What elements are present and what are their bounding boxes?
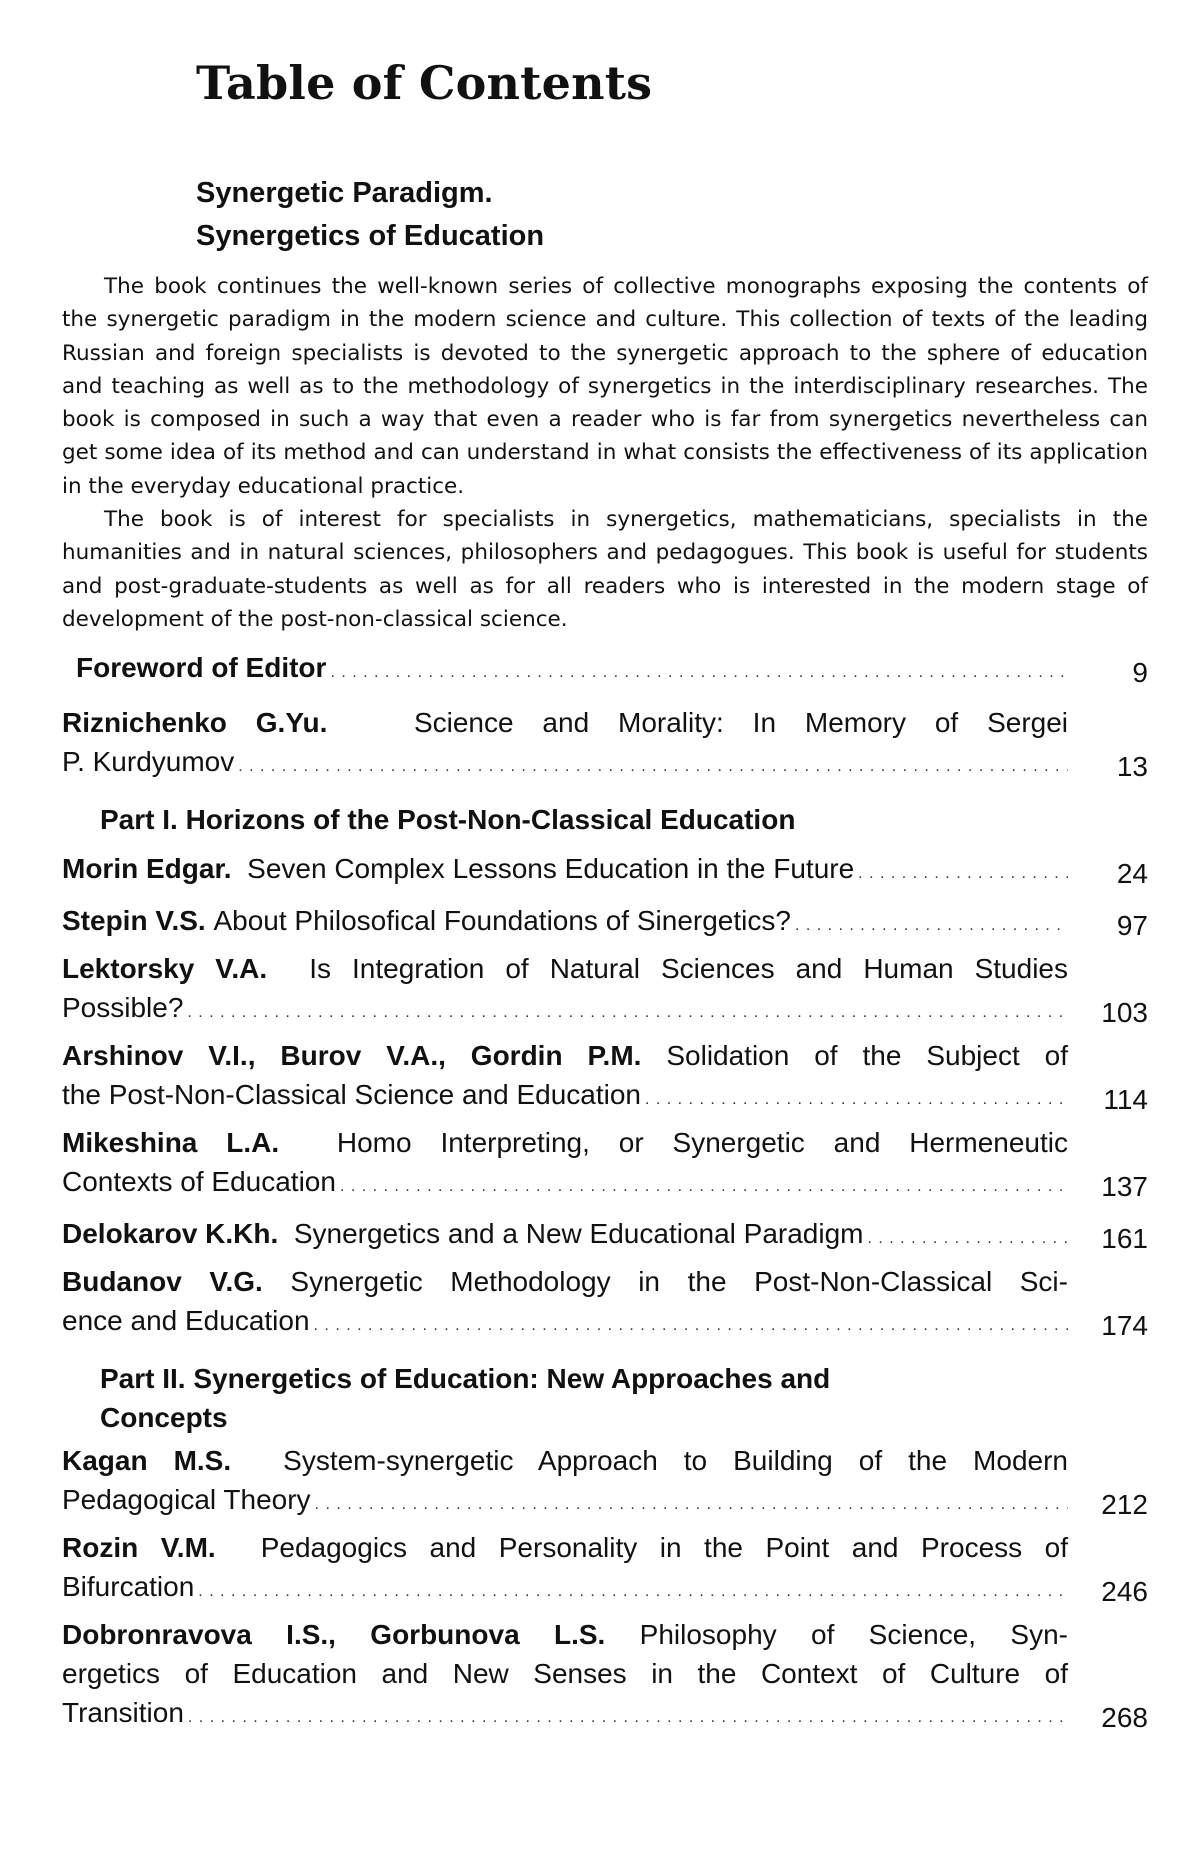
- toc-entry[interactable]: [62, 849, 1148, 893]
- leader-dots: [315, 1480, 1068, 1524]
- leader-dots: [188, 1693, 1068, 1737]
- abstract: [62, 270, 1148, 636]
- toc-entry-title: Pedagogics and Personality in the Point and Process of: [260, 1532, 1068, 1563]
- page-number: 246: [1101, 1576, 1148, 1607]
- toc-entry[interactable]: [62, 949, 1148, 1032]
- part-heading-2[interactable]: Part II. Synergetics of Education: New Approaches and Concepts: [100, 1363, 831, 1433]
- page-number: 97: [1116, 910, 1148, 941]
- leader-dots: [868, 1214, 1069, 1258]
- toc-entry-title: Is Integration of Natural Sciences and Human Studies: [309, 953, 1068, 984]
- toc-entry[interactable]: [62, 703, 1148, 786]
- leader-dots: [187, 988, 1068, 1032]
- toc-entry[interactable]: [62, 1615, 1148, 1737]
- toc-entry-title: Solidation of the Subject of: [666, 1040, 1068, 1071]
- toc-entry-author: Mikeshina L.A.: [62, 1127, 280, 1158]
- leader-dots: [238, 742, 1068, 786]
- book-title: [196, 172, 544, 258]
- toc-entry[interactable]: [62, 1123, 1148, 1206]
- toc-entry-author: Delokarov K.Kh.: [62, 1218, 279, 1249]
- toc-entry-title-cont: Contexts of Education: [62, 1166, 336, 1197]
- toc-entry-title: Synergetic Methodology in the Post-Non-Classical Sci-: [290, 1266, 1068, 1297]
- toc-entry[interactable]: [62, 1036, 1148, 1119]
- leader-dots: [340, 1162, 1068, 1206]
- page-number: 268: [1101, 1702, 1148, 1733]
- book-title-line-1: Synergetic Paradigm.: [196, 177, 493, 209]
- toc-entry-title-cont: the Post-Non-Classical Science and Education: [62, 1079, 641, 1110]
- toc-entry-author: Budanov V.G.: [62, 1266, 263, 1297]
- toc-entry-author: Stepin V.S.: [62, 905, 206, 936]
- toc-entry-title: Philosophy of Science, Syn-: [639, 1619, 1068, 1650]
- abstract-paragraph-1: The book continues the well-known series of collective monographs exposing the contents of the synergetic paradigm in the modern science and culture. This collection of texts of the leading Russian and foreign specialists is devoted to the synergetic approach to the sphere of education and teaching as well as to the methodology of synergetics in the interdisciplinary researches. The book is composed in such a way that even a reader who is far from synergetics nevertheless can get some idea of its method and can understand in what consists the effectiveness of its application in the everyday educational practice.: [62, 274, 1148, 499]
- page-number: 212: [1101, 1489, 1148, 1520]
- page-number: 114: [1103, 1084, 1148, 1115]
- toc-list: [62, 648, 1148, 1737]
- page-number: 161: [1101, 1223, 1148, 1254]
- leader-dots: [795, 901, 1068, 945]
- toc-entry-title: Synergetics and a New Educational Paradigm: [293, 1218, 864, 1249]
- page-number: 24: [1116, 858, 1148, 889]
- part-heading-1[interactable]: Part I. Horizons of the Post-Non-Classical Education: [100, 804, 796, 835]
- toc-entry-author: Kagan M.S.: [62, 1445, 232, 1476]
- page-number: 174: [1101, 1310, 1148, 1341]
- toc-entry[interactable]: [62, 901, 1148, 945]
- leader-dots: [858, 849, 1068, 893]
- toc-entry-author: Lektorsky V.A.: [62, 953, 268, 984]
- toc-entry-title: About Philosofical Foundations of Sinergetics?: [213, 905, 791, 936]
- toc-entry-title-cont: Bifurcation: [62, 1571, 195, 1602]
- toc-entry-title-cont: ence and Education: [62, 1305, 310, 1336]
- toc-entry-title-cont: Pedagogical Theory: [62, 1484, 311, 1515]
- toc-entry-author: Arshinov V.I., Burov V.A., Gordin P.M.: [62, 1040, 642, 1071]
- page-number: 13: [1116, 751, 1148, 782]
- toc-entry-title: System-synergetic Approach to Building of the Modern: [283, 1445, 1068, 1476]
- book-title-line-2: Synergetics of Education: [196, 220, 545, 252]
- leader-dots: [198, 1567, 1068, 1611]
- page-number: 103: [1101, 997, 1148, 1028]
- toc-entry-title-cont: ergetics of Education and New Senses in the Context of Culture of: [62, 1658, 1068, 1689]
- abstract-paragraph-2: The book is of interest for specialists in synergetics, mathematicians, specialists in the humanities and in natural sciences, philosophers and pedagogues. This book is useful for students and post-graduate-students as well as for all readers who is interested in the modern stage of development of the post-non-classical science.: [62, 507, 1148, 632]
- toc-entry-author: Dobronravova I.S., Gorbunova L.S.: [62, 1619, 606, 1650]
- toc-entry[interactable]: [62, 1214, 1148, 1258]
- toc-entry-title-cont: Transition: [62, 1697, 184, 1728]
- toc-entry-title: Homo Interpreting, or Synergetic and Hermeneutic: [336, 1127, 1068, 1158]
- toc-entry-title-cont: Possible?: [62, 992, 184, 1023]
- toc-entry-foreword[interactable]: [62, 648, 1148, 692]
- toc-entry-title-cont: P. Kurdyumov: [62, 746, 235, 777]
- toc-entry-title: Science and Morality: In Memory of Sergei: [413, 707, 1069, 738]
- leader-dots: [645, 1075, 1068, 1119]
- toc-entry[interactable]: [62, 1528, 1148, 1611]
- toc-entry[interactable]: [62, 1441, 1148, 1524]
- toc-entry-author: Riznichenko G.Yu.: [62, 707, 328, 738]
- toc-entry-author: Morin Edgar.: [62, 853, 232, 884]
- leader-dots: [330, 648, 1068, 692]
- page-number: 137: [1101, 1171, 1148, 1202]
- toc-entry-author: Rozin V.M.: [62, 1532, 216, 1563]
- page-title: Table of Contents: [196, 56, 653, 110]
- toc-entry-title: Seven Complex Lessons Education in the Future: [247, 853, 855, 884]
- leader-dots: [314, 1301, 1068, 1345]
- page-number: 9: [1132, 657, 1148, 688]
- toc-entry[interactable]: [62, 1262, 1148, 1345]
- toc-entry-title: Foreword of Editor: [76, 652, 327, 683]
